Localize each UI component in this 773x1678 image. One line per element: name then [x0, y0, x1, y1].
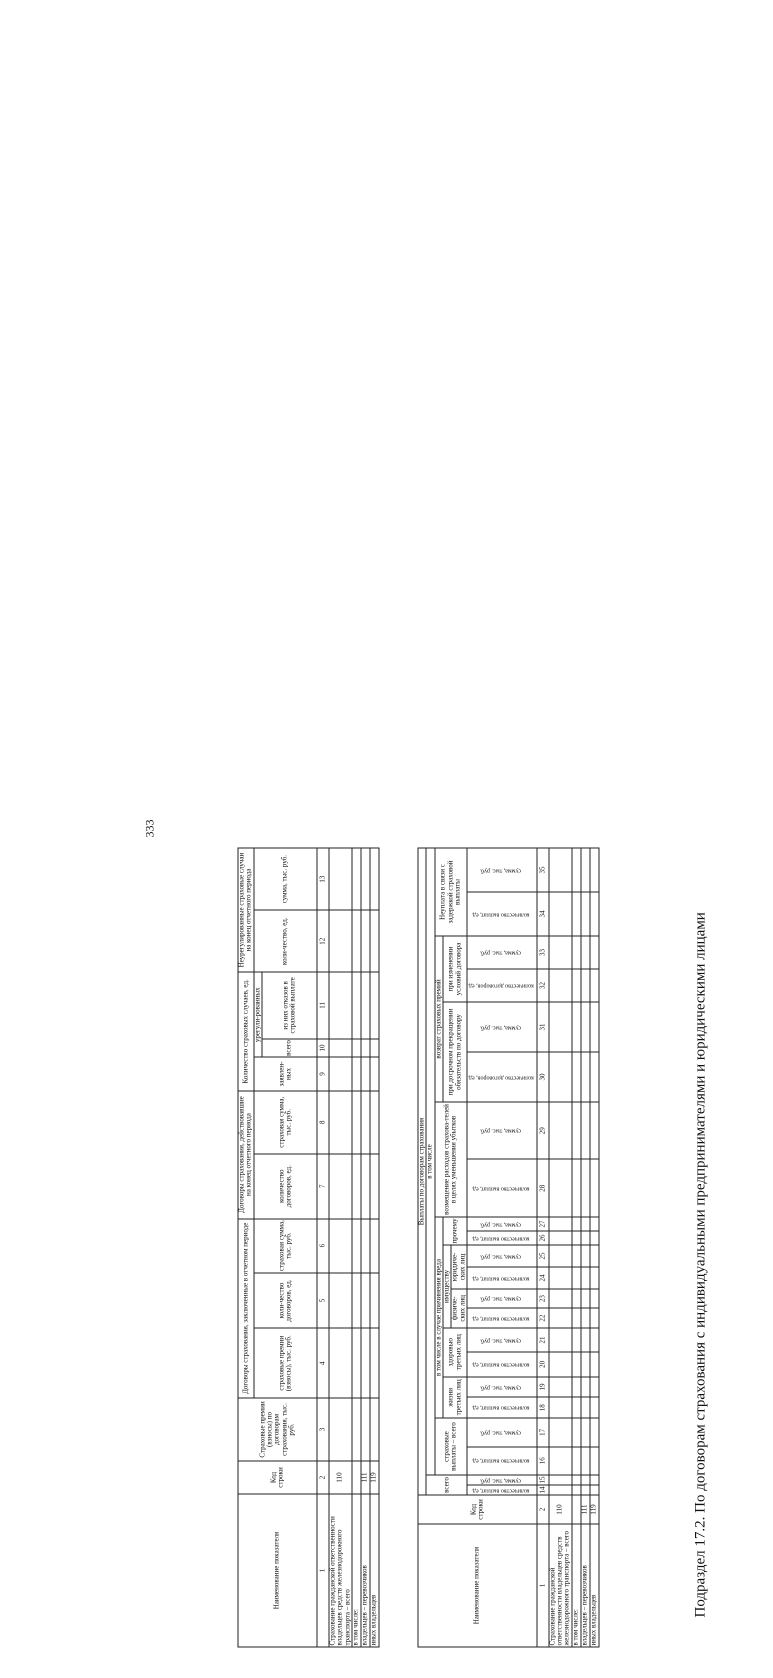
column-number: 30: [537, 1052, 549, 1102]
table-row: [590, 848, 599, 1647]
table-cell: [352, 848, 361, 910]
table-cell: [549, 1418, 572, 1446]
table-cell: [549, 1289, 572, 1308]
table-cell: [572, 936, 581, 969]
table-row: [581, 848, 590, 1647]
column-number: 25: [537, 1245, 549, 1267]
table-cell: [361, 972, 370, 1039]
table-cell: [370, 910, 379, 972]
table-row: [329, 848, 352, 1647]
table-cell: [581, 1267, 590, 1289]
page-number: 333: [142, 819, 157, 838]
subheader-cell: [467, 1397, 537, 1418]
column-number: 2: [317, 1461, 329, 1494]
subheader-label: количество выплат, ед.: [471, 1457, 530, 1464]
column-number: 16: [537, 1447, 549, 1475]
col-premiums-header: Страховые премии (взносы) по договорам страхования, тыс. руб.: [238, 1398, 317, 1461]
table-cell: [549, 969, 572, 1002]
column-number: 11: [317, 972, 329, 1039]
cc-count-header: коли-чество договоров, ед.: [254, 1273, 317, 1329]
table-cell: [370, 972, 379, 1039]
col-name-header: Наименование показателя: [238, 1494, 317, 1647]
table-row: [352, 848, 361, 1647]
subheader-cell: [467, 1328, 537, 1352]
table-cell: [329, 1057, 352, 1090]
subheader-cell: [467, 936, 537, 969]
subheader-cell: [467, 1245, 537, 1267]
table-cell: [352, 1329, 361, 1399]
table-cell: [590, 1159, 599, 1216]
subheader-label: количество выплат, ед.: [471, 911, 530, 918]
table-cell: [572, 1328, 581, 1352]
column-number: 6: [317, 1219, 329, 1273]
column-number: 13: [317, 848, 329, 910]
subheader-label: сумма, тыс. руб.: [479, 1337, 522, 1344]
table-cell: [572, 892, 581, 936]
column-number: 9: [317, 1057, 329, 1090]
table-cell: [590, 1102, 599, 1159]
column-number: 12: [317, 910, 329, 972]
column-number: 26: [537, 1231, 549, 1245]
subheader-label: количество выплат, ед.: [471, 1275, 530, 1282]
table-cell: [590, 1245, 599, 1267]
column-number: 32: [537, 969, 549, 1002]
cases-claimed-header: заявлен-ных: [254, 1057, 317, 1090]
subheader-cell: [467, 1308, 537, 1327]
t2-col-code-header: Код строки: [418, 1495, 537, 1524]
column-number: 17: [537, 1418, 549, 1446]
contracts-table: [238, 848, 380, 1648]
subheader-label: сумма, тыс. руб.: [479, 1429, 522, 1436]
col-contracts-concluded-header: Договоры страхования, заключенные в отчетном периоде: [238, 1219, 254, 1398]
table-row: [370, 848, 379, 1647]
table-cell: [581, 1328, 590, 1352]
table-row: [549, 848, 572, 1647]
table-cell: [370, 848, 379, 910]
table-cell: [352, 1039, 361, 1058]
table-cell: [370, 1219, 379, 1273]
table-cell: [329, 910, 352, 972]
table-cell: [581, 1475, 590, 1485]
column-number-row: [317, 848, 329, 1647]
subheader-cell: [467, 1267, 537, 1289]
subheader-label: сумма, тыс. руб.: [479, 1127, 522, 1134]
table-cell: [352, 1219, 361, 1273]
row-label: Страхование гражданской ответственности владельцев средств железнодорожного транспорта – всего: [549, 1524, 572, 1647]
table-cell: [549, 1052, 572, 1102]
column-number: 8: [317, 1091, 329, 1154]
row-label: в том числе:: [572, 1524, 581, 1647]
table-cell: [549, 1267, 572, 1289]
subheader-cell: [467, 1352, 537, 1376]
table-cell: [581, 1352, 590, 1376]
row-code: 110: [329, 1461, 352, 1494]
subheader-cell: [467, 848, 537, 892]
table-cell: [549, 892, 572, 936]
column-number: 20: [537, 1352, 549, 1376]
col-code-header: Код строки: [238, 1461, 317, 1494]
table-cell: [572, 1245, 581, 1267]
table-cell: [572, 1102, 581, 1159]
table-cell: [329, 1091, 352, 1154]
column-number: 28: [537, 1159, 549, 1216]
t2-other-header: прочему: [443, 1217, 467, 1245]
table-cell: [590, 1485, 599, 1495]
table-cell: [370, 1057, 379, 1090]
table-cell: [581, 1231, 590, 1245]
table-cell: [329, 1398, 352, 1461]
table-cell: [352, 1091, 361, 1154]
table-cell: [352, 1273, 361, 1329]
table-cell: [581, 1397, 590, 1418]
column-number: 22: [537, 1308, 549, 1327]
t2-by-harm-header: в том числе в случае причинения вреда: [435, 1217, 443, 1418]
subheader-label: количество выплат, ед.: [471, 1361, 530, 1368]
t2-in-number-header: в том числе: [426, 848, 434, 1475]
table-cell: [370, 1273, 379, 1329]
table-cell: [572, 1231, 581, 1245]
table-cell: [352, 1154, 361, 1219]
column-number: 31: [537, 1002, 549, 1052]
table-cell: [572, 1267, 581, 1289]
subheader-cell: [467, 1377, 537, 1398]
subheader-label: сумма, тыс. руб.: [479, 1384, 522, 1391]
subheader-label: сумма, тыс. руб.: [479, 1295, 522, 1302]
table-cell: [549, 1328, 572, 1352]
table-cell: [581, 1377, 590, 1398]
table-cell: [352, 972, 361, 1039]
subheader-label: количество выплат, ед.: [471, 1487, 530, 1494]
table-cell: [549, 848, 572, 892]
table-cell: [361, 1273, 370, 1329]
table-cell: [581, 892, 590, 936]
table-cell: [370, 1398, 379, 1461]
col-contracts-active-header: Договоры страхования, действовавшие на конец отчетного периода: [238, 1091, 254, 1219]
row-code: [352, 1461, 361, 1494]
table-cell: [352, 1057, 361, 1090]
table-cell: [361, 1091, 370, 1154]
table-cell: [549, 1397, 572, 1418]
payments-table: [418, 848, 600, 1648]
table-cell: [549, 936, 572, 969]
t2-insurance-payments-header: страховые выплаты – всего: [435, 1418, 467, 1475]
row-label: в том числе:: [352, 1494, 361, 1647]
t2-health-header: здоровью третьих лиц: [443, 1328, 467, 1377]
table-cell: [549, 1231, 572, 1245]
column-number: 2: [537, 1495, 549, 1524]
table-cell: [549, 1245, 572, 1267]
table-cell: [590, 1308, 599, 1327]
table-cell: [352, 1398, 361, 1461]
row-code: [572, 1495, 581, 1524]
t2-total-header: всего: [426, 1475, 467, 1495]
table-cell: [581, 1418, 590, 1446]
table-cell: [370, 1329, 379, 1399]
table-cell: [572, 1352, 581, 1376]
table-cell: [590, 1418, 599, 1446]
table-cell: [352, 910, 361, 972]
table-cell: [572, 1217, 581, 1231]
t2-column-number-row: [537, 848, 549, 1647]
row-label: владельцев – перевозчиков: [581, 1524, 590, 1647]
row-code: 110: [549, 1495, 572, 1524]
column-number: 29: [537, 1102, 549, 1159]
table-cell: [549, 1352, 572, 1376]
table-cell: [581, 1159, 590, 1216]
subheader-label: количество договоров, ед.: [467, 982, 534, 989]
column-number: 1: [317, 1494, 329, 1647]
table-cell: [581, 1245, 590, 1267]
subheader-cell: [467, 1485, 537, 1495]
column-number: 23: [537, 1289, 549, 1308]
subheader-cell: [467, 1447, 537, 1475]
table-cell: [572, 1485, 581, 1495]
table-cell: [572, 969, 581, 1002]
subheader-label: количество выплат, ед.: [471, 1315, 530, 1322]
rotated-page: [133, 773, 773, 1678]
table-cell: [581, 1447, 590, 1475]
table-cell: [549, 1159, 572, 1216]
table-cell: [370, 1091, 379, 1154]
subheader-cell: [467, 1418, 537, 1446]
table-cell: [329, 1154, 352, 1219]
table-cell: [590, 1289, 599, 1308]
table-cell: [361, 1398, 370, 1461]
column-number: 4: [317, 1329, 329, 1399]
un-sum-header: сумма, тыс. руб.: [254, 848, 317, 910]
table-cell: [329, 1273, 352, 1329]
table-row: [361, 848, 370, 1647]
column-number: 1: [537, 1524, 549, 1647]
table-cell: [361, 910, 370, 972]
table-cell: [590, 1377, 599, 1398]
row-label: иных владельцев: [590, 1524, 599, 1647]
table-cell: [590, 1397, 599, 1418]
column-number: 10: [317, 1039, 329, 1058]
table-cell: [329, 972, 352, 1039]
table-cell: [581, 969, 590, 1002]
subheader-cell: [467, 1289, 537, 1308]
t2-early-header: при досрочном прекращении обязательств по договору: [443, 1002, 467, 1102]
column-number: 34: [537, 892, 549, 936]
table-cell: [581, 936, 590, 969]
ca-count-header: количество договоров, ед.: [254, 1154, 317, 1219]
subheader-label: сумма, тыс. руб.: [479, 1221, 522, 1228]
table-cell: [581, 1308, 590, 1327]
table-cell: [590, 1352, 599, 1376]
column-number: 3: [317, 1398, 329, 1461]
table-cell: [361, 1039, 370, 1058]
table-cell: [581, 1217, 590, 1231]
table-cell: [329, 1219, 352, 1273]
table-cell: [590, 1328, 599, 1352]
t2-not-paid-header: Неуплата в связи с задержкой страховой выплаты: [435, 848, 467, 936]
subheader-cell: [467, 1002, 537, 1052]
row-code: 111: [581, 1495, 590, 1524]
t2-property-header: имуществу: [443, 1245, 451, 1328]
cc-premiums-header: страховые премии (взносы), тыс. руб.: [254, 1329, 317, 1399]
subheader-cell: [467, 1159, 537, 1216]
column-number: 19: [537, 1377, 549, 1398]
t2-individuals-header: физиче-ских лиц: [451, 1289, 467, 1328]
subheader-label: количество выплат, ед.: [471, 1404, 530, 1411]
table-cell: [549, 1377, 572, 1398]
table-cell: [329, 1039, 352, 1058]
table-cell: [361, 1057, 370, 1090]
col-cases-header: Количество страховых случаев, ед.: [238, 972, 254, 1090]
table-cell: [549, 1447, 572, 1475]
table-cell: [581, 1002, 590, 1052]
column-number: 15: [537, 1475, 549, 1485]
table-cell: [361, 1219, 370, 1273]
subheader-cell: [467, 1052, 537, 1102]
table-cell: [370, 1154, 379, 1219]
column-number: 35: [537, 848, 549, 892]
subheader-label: сумма, тыс. руб.: [479, 1024, 522, 1031]
t2-legal-header: юридиче-ских лиц: [451, 1245, 467, 1289]
table-cell: [549, 1002, 572, 1052]
subheader-cell: [467, 969, 537, 1002]
t2-col-name-header: Наименование показателя: [418, 1524, 537, 1647]
table-cell: [572, 1159, 581, 1216]
col-unsettled-header: Неурегулированные страховые случаи на конец отчетного периода: [238, 848, 254, 972]
un-count-header: коли-чество, ед.: [254, 910, 317, 972]
column-number: 27: [537, 1217, 549, 1231]
column-number: 24: [537, 1267, 549, 1289]
row-code: 111: [361, 1461, 370, 1494]
column-number: 21: [537, 1328, 549, 1352]
t2-payments-header: Выплаты по договорам страхования: [418, 848, 426, 1495]
table-cell: [572, 1397, 581, 1418]
table-cell: [361, 848, 370, 910]
table-cell: [361, 1154, 370, 1219]
subheader-label: сумма, тыс. руб.: [479, 1477, 522, 1484]
t2-life-header: жизни третьих лиц: [443, 1377, 467, 1419]
subheader-cell: [467, 1231, 537, 1245]
table-cell: [590, 936, 599, 969]
subheader-label: сумма, тыс. руб.: [479, 1253, 522, 1260]
table-cell: [572, 1418, 581, 1446]
table-cell: [590, 969, 599, 1002]
table-row: [572, 848, 581, 1647]
row-label: иных владельцев: [370, 1494, 379, 1647]
table-cell: [549, 1475, 572, 1485]
row-label: Страхование гражданской ответственности владельцев средств железнодорожного транспорта – всего: [329, 1494, 352, 1647]
subheader-cell: [467, 1217, 537, 1231]
subheader-label: количество выплат, ед.: [471, 1235, 530, 1242]
table-cell: [572, 1308, 581, 1327]
subheader-cell: [467, 892, 537, 936]
subheader-label: сумма, тыс. руб.: [479, 949, 522, 956]
t2-returns-header: возврат страховых премий: [435, 936, 443, 1102]
table-cell: [329, 848, 352, 910]
table-cell: [549, 1485, 572, 1495]
table-cell: [572, 1377, 581, 1398]
table-cell: [590, 1267, 599, 1289]
column-number: 14: [537, 1485, 549, 1495]
subheader-label: количество договоров, ед.: [467, 1074, 534, 1081]
table-cell: [581, 1052, 590, 1102]
table-cell: [370, 1039, 379, 1058]
table-cell: [590, 1002, 599, 1052]
table-cell: [549, 1102, 572, 1159]
table-cell: [581, 1289, 590, 1308]
table-cell: [572, 1289, 581, 1308]
t2-expenses-header: возмещение расходов страхова-телей в целях уменьшения убытков: [435, 1102, 467, 1217]
subheader-cell: [467, 1102, 537, 1159]
subheader-label: количество выплат, ед.: [471, 1185, 530, 1192]
table-cell: [590, 1052, 599, 1102]
cases-settled-header: урегули-рованных: [254, 972, 262, 1057]
subheader-cell: [467, 1475, 537, 1485]
column-number: 33: [537, 936, 549, 969]
table-cell: [590, 848, 599, 892]
table-cell: [572, 848, 581, 892]
table-cell: [590, 892, 599, 936]
table-cell: [361, 1329, 370, 1399]
table-cell: [329, 1329, 352, 1399]
table-cell: [572, 1052, 581, 1102]
table-cell: [581, 1485, 590, 1495]
section-heading: Подраздел 17.2. По договорам страхования с индивидуальными предпринимателями и юридическими лицами: [692, 912, 709, 1618]
ca-sum-header: страховая сумма, тыс. руб.: [254, 1091, 317, 1154]
row-code: 119: [370, 1461, 379, 1494]
table-cell: [590, 1475, 599, 1485]
table-cell: [590, 1231, 599, 1245]
row-code: 119: [590, 1495, 599, 1524]
table-cell: [549, 1217, 572, 1231]
subheader-label: сумма, тыс. руб.: [479, 867, 522, 874]
table-cell: [581, 1102, 590, 1159]
table-cell: [572, 1475, 581, 1485]
column-number: 7: [317, 1154, 329, 1219]
row-label: владельцев – перевозчиков: [361, 1494, 370, 1647]
table-cell: [572, 1447, 581, 1475]
t2-changes-header: при изменении условий договора: [443, 936, 467, 1002]
column-number: 5: [317, 1273, 329, 1329]
table-cell: [590, 1447, 599, 1475]
cases-all-header: всего: [262, 1039, 317, 1058]
column-number: 18: [537, 1397, 549, 1418]
table-cell: [590, 1217, 599, 1231]
cc-sum-header: страховая сумма, тыс. руб.: [254, 1219, 317, 1273]
cases-refused-header: из них отказов в страховой выплате: [262, 972, 317, 1039]
table-cell: [549, 1308, 572, 1327]
table-cell: [572, 1002, 581, 1052]
table-cell: [581, 848, 590, 892]
